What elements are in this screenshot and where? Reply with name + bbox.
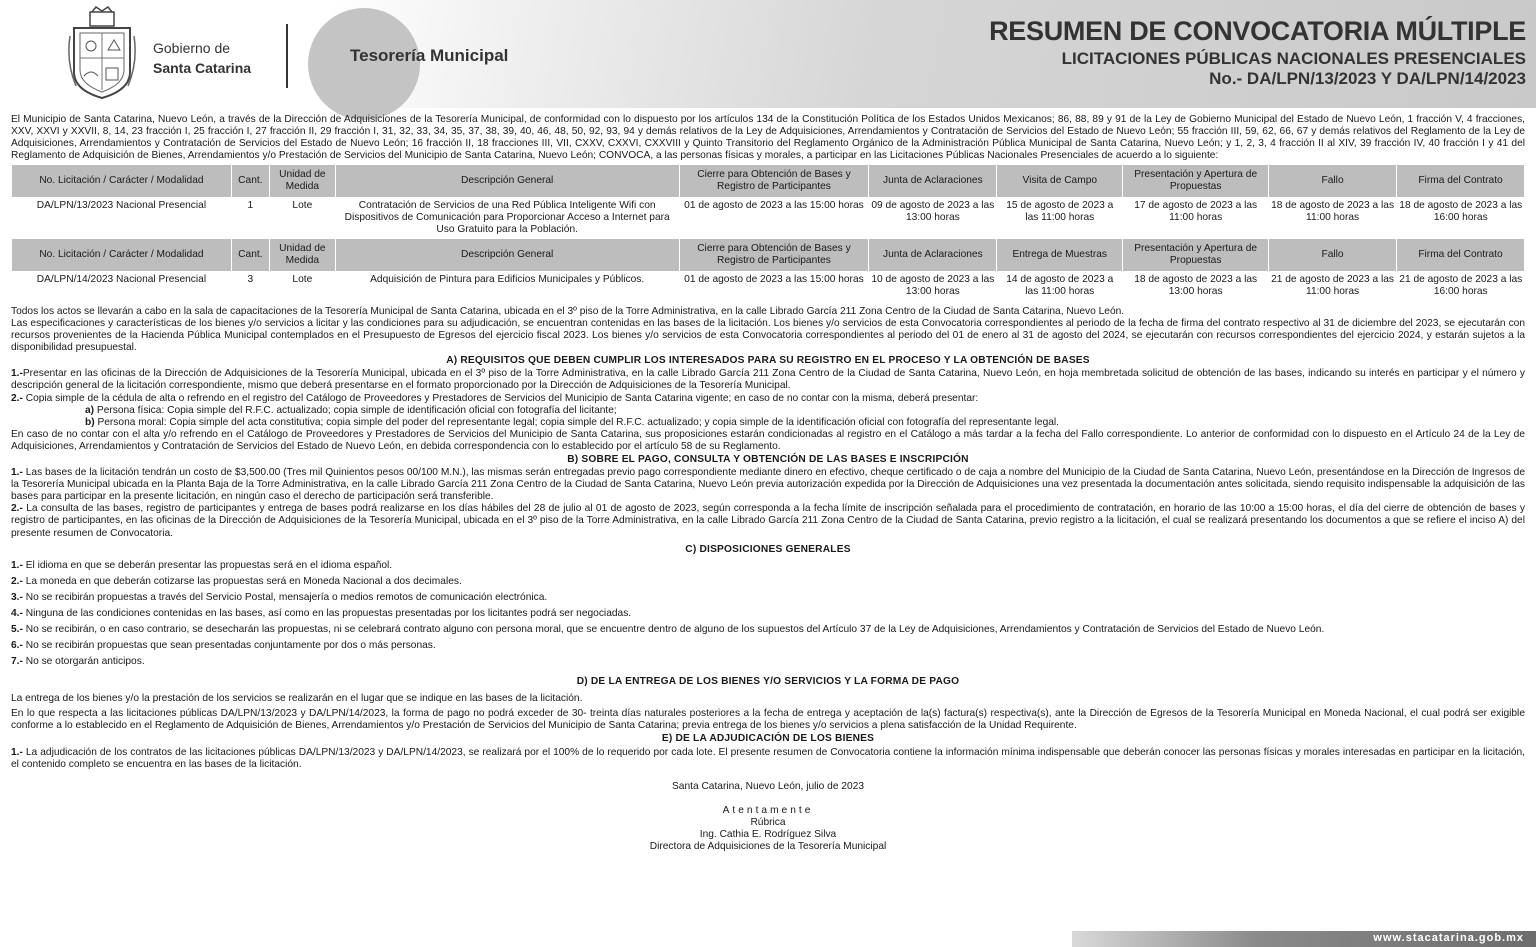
document-number: No.- DA/LPN/13/2023 Y DA/LPN/14/2023 — [1209, 69, 1526, 88]
table-cell: 18 de agosto de 2023 a las 11:00 horas — [1269, 198, 1397, 239]
table-header: Firma del Contrato — [1397, 165, 1525, 198]
table-cell: 14 de agosto de 2023 a las 11:00 horas — [997, 272, 1123, 306]
gov-line2: Santa Catarina — [153, 60, 252, 76]
header-titles — [989, 16, 1526, 89]
page-header — [0, 0, 1536, 108]
intro-paragraph: El Municipio de Santa Catarina, Nuevo León, a través de la Dirección de Adquisiciones de la Tesorería Municipal, de conformidad con lo dispuesto por los artículos 134 de la Constitución Política de los Estados Unidos Mexicanos; 86, 88, 89 y 91 de la Ley de Gobierno Municipal del Estado de Nuevo León, 1 fracción V, 4 fracciones, XXV, XXVI y XXVII, 8, 14, 23 fracción I, 25 fracción I, 27 fracción II, 29 fracción I, 31, 32, 33, 34, 35, 37, 38, 39, 40, 46, 48, 50, 92, 93, 94 y demás relativos de la Ley de Adquisiciones, Arrendamientos y Contratación de Servicios del Estado de Nuevo León; 55 fracción III, 59, 62, 66, 67 y demás relativos del Reglamento de la Ley de Adquisiciones, Arrendamientos y Contratación de Servicios del Estado de Nuevo León; 16 fracción II, 18 fracciones III, VII, CXXV, CXXVI, CXXVIII y Quinto Transitorio del Reglamento Orgánico de la Administración Pública Municipal de Santa Catarina, Nuevo León; y 1, 2, 3, 4 fracción II al XIV, 39 fracción IV, 40 fracción I y 41 del Reglamento de Adquisición de Bienes, Arrendamientos y/o Prestación de Servicios del Municipio de Santa Catarina, Nuevo León; CONVOCA, a las personas físicas y morales, a participar en las Licitaciones Públicas Nacionales Presenciales de acuerdo a lo siguiente: — [11, 114, 1525, 162]
closing-rubrica: Rúbrica — [750, 817, 786, 829]
item-number: 1.- — [11, 467, 23, 479]
table-header: Presentación y Apertura de Propuestas — [1123, 239, 1269, 272]
section-e-title: E) DE LA ADJUDICACIÓN DE LOS BIENES — [661, 732, 875, 744]
section-d-paragraph-1: La entrega de los bienes y/o la prestación de los servicios se realizarán en el lugar que se indique en las bases de la licitación. — [11, 692, 583, 704]
section-a-item-1 — [11, 368, 1525, 392]
section-b-item-1 — [11, 467, 1525, 503]
section-c-item — [11, 624, 1525, 636]
footer-website-link[interactable]: www.stacatarina.gob.mx — [1373, 932, 1524, 944]
tender-table-1 — [11, 164, 1525, 238]
table-cell: DA/LPN/13/2023 Nacional Presencial — [12, 198, 232, 239]
table-cell: 15 de agosto de 2023 a las 11:00 horas — [997, 198, 1123, 239]
table-cell: Lote — [269, 198, 335, 239]
table-header: Cierre para Obtención de Bases y Registro de Participantes — [679, 239, 869, 272]
department-name: Tesorería Municipal — [350, 46, 509, 65]
general-paragraph-1: Todos los actos se llevarán a cabo en la sala de capacitaciones de la Tesorería Municipal de Santa Catarina, ubicada en el 3º piso de la Torre Administrativa, en la calle Librado García 211 Zona Centro de la Ciudad de Santa Catarina, Nuevo León. — [11, 305, 1125, 317]
table-cell: Lote — [269, 272, 335, 306]
table-row — [12, 198, 1525, 239]
item-text: No se otorgarán anticipos. — [22, 656, 145, 668]
item-text: Persona moral: Copia simple del acta constitutiva; copia simple del poder del representante legal; copia simple del R.F.C. actualizado; y copia simple de la identificación oficial con fotografía del representante legal. — [94, 416, 1060, 428]
item-number: 1.- — [11, 746, 23, 758]
signatory-name: Ing. Cathia E. Rodríguez Silva — [699, 829, 837, 841]
table-header: Junta de Aclaraciones — [869, 165, 997, 198]
general-paragraph-2: Las especificaciones y características de los bienes y/o servicios a licitar y las condiciones para su adjudicación, se encuentran contenidas en las bases de la licitación. Los bienes y/o servicios de esta Convocatoria correspondientes al periodo de la fecha de firma del contrato respectivo al 31 de diciembre del 2023, se ejecutarán con recursos provenientes de la Hacienda Pública Municipal contemplados en el Presupuesto de Egresos del ejercicio fiscal 2023. Los bienes y/o servicios de esta Convocatoria correspondientes al periodo del 01 de enero al 31 de agosto del 2024, se ejecutarán con recursos correspondientes del ejercicio 2024, y estarán sujetos a la disponibilidad presupuestal. — [11, 317, 1525, 354]
section-a-item-2 — [11, 393, 1525, 405]
municipal-seal-icon — [66, 6, 138, 102]
item-text: No se recibirán propuestas a través del Servicio Postal, mensajería o medios remotos de comunicación electrónica. — [22, 591, 548, 603]
item-number: 2.- — [11, 575, 23, 587]
table-header: No. Licitación / Carácter / Modalidad — [12, 239, 232, 272]
table-header: Fallo — [1269, 165, 1397, 198]
government-name — [153, 38, 251, 78]
table-header: Junta de Aclaraciones — [869, 239, 997, 272]
item-number: a) — [85, 404, 95, 416]
table-header: Fallo — [1269, 239, 1397, 272]
table-header: Unidad de Medida — [269, 239, 335, 272]
item-number: 2.- — [11, 503, 23, 515]
section-a-subitem-b — [11, 417, 1525, 429]
document-body — [11, 114, 1525, 854]
table-header: Entrega de Muestras — [997, 239, 1123, 272]
table-header: Visita de Campo — [997, 165, 1123, 198]
table-header-row — [12, 239, 1525, 272]
item-text: La moneda en que deberán cotizarse las propuestas será en Moneda Nacional a dos decimales. — [22, 575, 462, 587]
section-d-title: D) DE LA ENTREGA DE LOS BIENES Y/O SERVICIOS Y LA FORMA DE PAGO — [576, 676, 960, 688]
section-a-paragraph: En caso de no contar con el alta y/o refrendo en el Catálogo de Proveedores y Prestadores de Servicios del Municipio de Santa Catarina, sus proposiciones estarán condicionadas al registro en el Catálogo a más tardar a la fecha del Fallo correspondiente. Lo anterior de conformidad con lo dispuesto en el Artículo 24 de la Ley de Adquisiciones, Arrendamientos y Contratación de Servicios del Estado de Nuevo León, en debida correspondencia con lo establecido por el artículo 58 de su Reglamento. — [11, 428, 1525, 452]
table-header: No. Licitación / Carácter / Modalidad — [12, 165, 232, 198]
item-text: Presentar en las oficinas de la Dirección de Adquisiciones de la Tesorería Municipal, ubicada en el 3º piso de la Torre Administrativa, en la calle Librado García 211 Zona Centro de la Ciudad de Santa Catarina, Nuevo León, en hoja membretada solicitud de obtención de las bases, indicando su interés en participar y el número y descripción general de la licitación correspondiente, mismo que deberá presentarse en el formato proporcionado por la Dirección de Adquisiciones de la Tesorería Municipal. — [11, 368, 1525, 392]
table-header: Descripción General — [335, 165, 679, 198]
item-number: 7.- — [11, 656, 23, 668]
table-cell: Contratación de Servicios de una Red Pública Inteligente Wifi con Dispositivos de Comunicación para Proporcionar Acceso a Internet para Uso Gratuito para la Población. — [335, 198, 679, 239]
closing-atentamente: Atentamente — [722, 805, 814, 817]
section-c-item — [11, 592, 1525, 604]
section-c-item — [11, 640, 1525, 652]
item-number: 2.- — [11, 392, 23, 404]
table-header: Firma del Contrato — [1397, 239, 1525, 272]
table-cell: 1 — [231, 198, 269, 239]
table-cell: Adquisición de Pintura para Edificios Municipales y Públicos. — [335, 272, 679, 306]
header-divider — [286, 24, 288, 88]
section-c-item — [11, 576, 1525, 588]
section-a-subitem-a — [11, 405, 1525, 417]
table-cell: 21 de agosto de 2023 a las 16:00 horas — [1397, 272, 1525, 306]
item-number: 1.- — [11, 368, 23, 380]
table-cell: 01 de agosto de 2023 a las 15:00 horas — [679, 272, 869, 306]
signatory-position: Directora de Adquisiciones de la Tesorería Municipal — [649, 841, 887, 853]
table-header-row — [12, 165, 1525, 198]
table-row — [12, 272, 1525, 306]
table-cell: 01 de agosto de 2023 a las 15:00 horas — [679, 198, 869, 239]
item-text: Las bases de la licitación tendrán un costo de $3,500.00 (Tres mil Quinientos pesos 00/100 M.N.), las mismas serán entregadas previo pago correspondiente mediante dinero en efectivo, cheque certificado o de caja a nombre del Municipio de la Ciudad de Santa Catarina, Nuevo León, presentándose en la Dirección de Ingresos de la Tesorería Municipal ubicada en la Planta Baja de la Torre Administrativa, en la calle Librado García 211 Zona Centro de la Ciudad de Santa Catarina, Nuevo León previa autorización expedida por la Dirección de Adquisiciones una vez presentada la documentación antes solicitada, siendo requisito indispensable la adquisición de las bases para participar en la presente licitación, en ningún caso el derecho de participación será transferible. — [11, 467, 1525, 503]
item-text: No se recibirán propuestas que sean presentadas conjuntamente por dos o más personas. — [22, 640, 436, 652]
section-d-paragraph-2: En lo que respecta a las licitaciones públicas DA/LPN/13/2023 y DA/LPN/14/2023, la forma de pago no podrá exceder de 30- treinta días naturales posteriores a la fecha de entrega y aceptación de la(s) factura(s) respectiva(s), ante la Dirección de Egresos de la Tesorería Municipal en Moneda Nacional, el cual podrá ser exigible conforme a lo establecido en el Reglamento de Adquisición de Bienes, Arrendamientos y/o Prestación de Servicios del Municipio de Santa Catarina; previa entrega de los bienes y/o servicios a plena satisfacción de la Unidad Requirente. — [11, 707, 1525, 731]
section-c-title: C) DISPOSICIONES GENERALES — [685, 543, 851, 555]
item-text: Ninguna de las condiciones contenidas en las bases, así como en las propuestas presentadas por los licitantes podrá ser negociadas. — [22, 608, 632, 620]
item-text: La consulta de las bases, registro de participantes y entrega de bases podrá realizarse en los días hábiles del 28 de julio al 01 de agosto de 2023, según corresponda a la fecha límite de inscripción señalada para el procedimiento de contratación, en horario de las 10:00 a 15:00 horas, el día del cierre de obtención de bases y registro de participantes, en las oficinas de la Dirección de Adquisiciones de la Tesorería Municipal, ubicada en el 3º piso de la Torre Administrativa, en la calle Librado García 211 Zona Centro de la Ciudad de Santa Catarina, previo registro a la licitación, el cual se realizará presentando los documentos a que se refiere el inciso A) del presente resumen de Convocatoria. — [11, 503, 1525, 539]
gov-line1: Gobierno de — [153, 40, 231, 56]
item-number: 5.- — [11, 624, 23, 636]
item-text: La adjudicación de los contratos de las licitaciones públicas DA/LPN/13/2023 y DA/LPN/14/2023, se realizará por el 100% de lo requerido por cada lote. El presente resumen de Convocatoria contiene la información mínima indispensable que deberán conocer las personas físicas y morales interesadas en participar en la licitación, el contenido completo se encuentra en las bases de la licitación. — [11, 746, 1525, 770]
table-cell: 09 de agosto de 2023 a las 13:00 horas — [869, 198, 997, 239]
section-c-item — [11, 608, 1525, 620]
item-text: El idioma en que se deberán presentar las propuestas será en el idioma español. — [22, 559, 393, 571]
table-cell: 3 — [231, 272, 269, 306]
table-cell: 10 de agosto de 2023 a las 13:00 horas — [869, 272, 997, 306]
section-c-item — [11, 560, 1525, 572]
table-header: Descripción General — [335, 239, 679, 272]
section-b-title: B) SOBRE EL PAGO, CONSULTA Y OBTENCIÓN DE LAS BASES E INSCRIPCIÓN — [567, 454, 969, 465]
table-cell: DA/LPN/14/2023 Nacional Presencial — [12, 272, 232, 306]
item-text: No se recibirán, o en caso contrario, se desecharán las propuestas, ni se celebrará contrato alguno con persona moral, que se encuentre dentro de alguno de los supuestos del Artículo 37 de la Ley de Adquisiciones, Arrendamientos y Contratación de Servicios del Estado de Nuevo León. — [22, 624, 1325, 636]
table-cell: 17 de agosto de 2023 a las 11:00 horas — [1123, 198, 1269, 239]
table-cell: 21 de agosto de 2023 a las 11:00 horas — [1269, 272, 1397, 306]
document-title: RESUMEN DE CONVOCATORIA MÚLTIPLE — [989, 16, 1526, 46]
document-subtitle: LICITACIONES PÚBLICAS NACIONALES PRESENCIALES — [1061, 49, 1526, 68]
item-number: 3.- — [11, 591, 23, 603]
table-cell: 18 de agosto de 2023 a las 13:00 horas — [1123, 272, 1269, 306]
section-a-title: A) REQUISITOS QUE DEBEN CUMPLIR LOS INTERESADOS PARA SU REGISTRO EN EL PROCESO Y LA OBTENCIÓN DE BASES — [446, 355, 1090, 367]
item-number: 1.- — [11, 559, 23, 571]
table-header: Cant. — [231, 165, 269, 198]
table-cell: 18 de agosto de 2023 a las 16:00 horas — [1397, 198, 1525, 239]
item-number: b) — [85, 416, 95, 428]
table-header: Cant. — [231, 239, 269, 272]
section-e-item-1 — [11, 747, 1525, 771]
closing-place-date: Santa Catarina, Nuevo León, julio de 2023 — [671, 781, 864, 793]
section-c-item — [11, 656, 1525, 668]
tender-table-2 — [11, 238, 1525, 306]
table-header: Presentación y Apertura de Propuestas — [1123, 165, 1269, 198]
item-text: Persona física: Copia simple del R.F.C. actualizado; copia simple de identificación oficial con fotografía del licitante; — [94, 404, 617, 416]
item-text: Copia simple de la cédula de alta o refrendo en el registro del Catálogo de Proveedores y Prestadores de Servicios del Municipio de Santa Catarina vigente; en caso de no contar con la misma, deberá presentar: — [22, 392, 979, 404]
table-header: Cierre para Obtención de Bases y Registro de Participantes — [679, 165, 869, 198]
item-number: 6.- — [11, 640, 23, 652]
section-b-item-2 — [11, 503, 1525, 539]
table-header: Unidad de Medida — [269, 165, 335, 198]
item-number: 4.- — [11, 608, 23, 620]
